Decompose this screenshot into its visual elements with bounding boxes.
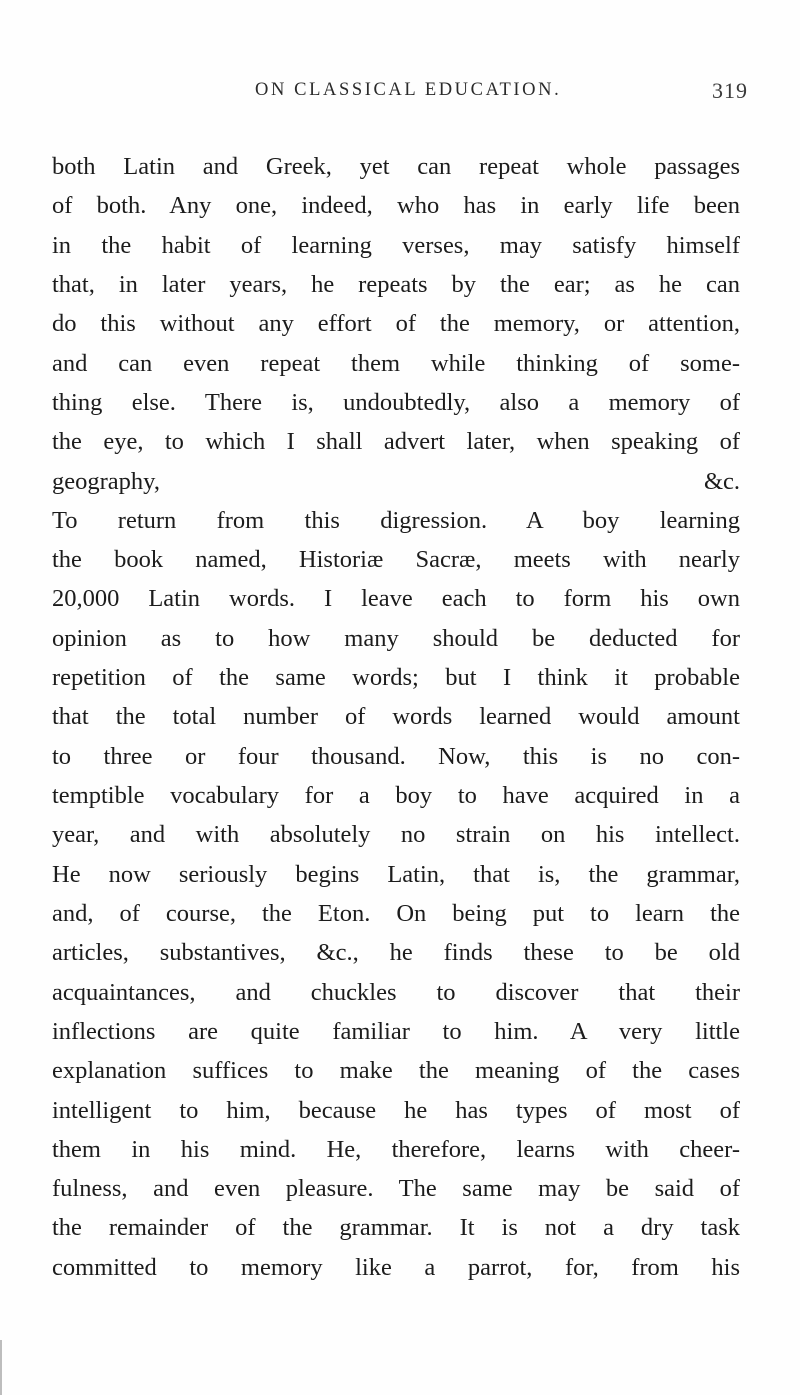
text-line: inflections are quite familiar to him. A very little — [52, 1017, 740, 1045]
text-line: To return from this digression. A boy learning — [52, 506, 740, 534]
page-number: 319 — [712, 78, 748, 103]
text-line: committed to memory like a parrot, for, from his — [52, 1253, 740, 1281]
text-line: year, and with absolutely no strain on his intellect. — [52, 821, 740, 849]
text-line: that the total number of words learned would amount — [52, 703, 740, 731]
page-edge-mark — [0, 1340, 2, 1395]
text-line: do this without any effort of the memory, or attention, — [52, 310, 740, 338]
text-line: that, in later years, he repeats by the ear; as he can — [52, 270, 740, 298]
running-title: ON CLASSICAL EDUCATION. — [255, 80, 562, 100]
text-line: of both. Any one, indeed, who has in early life been — [52, 192, 740, 220]
body-text — [52, 147, 740, 1287]
text-line: thing else. There is, undoubtedly, also a memory of — [52, 388, 740, 416]
text-line: opinion as to how many should be deducted for — [52, 624, 740, 652]
text-line: acquaintances, and chuckles to discover that their — [52, 978, 740, 1006]
text-line: the book named, Historiæ Sacræ, meets with nearly — [52, 546, 740, 574]
text-line: the eye, to which I shall advert later, when speaking of — [52, 428, 740, 456]
text-line: explanation suffices to make the meaning of the cases — [52, 1057, 740, 1085]
text-line: to three or four thousand. Now, this is no con- — [52, 742, 740, 770]
text-line: the remainder of the grammar. It is not a dry task — [52, 1214, 740, 1242]
text-line: and, of course, the Eton. On being put to learn the — [52, 899, 740, 927]
text-line: temptible vocabulary for a boy to have acquired in a — [52, 782, 740, 809]
text-line: and can even repeat them while thinking of some- — [52, 349, 740, 377]
text-line: 20,000 Latin words. I leave each to form his own — [52, 585, 740, 613]
running-head — [0, 80, 800, 114]
text-line: both Latin and Greek, yet can repeat whole passages — [52, 153, 740, 180]
text-line: intelligent to him, because he has types of most of — [52, 1096, 740, 1124]
text-line: them in his mind. He, therefore, learns with cheer- — [52, 1135, 740, 1163]
text-line: articles, substantives, &c., he finds these to be old — [52, 939, 740, 967]
text-line: repetition of the same words; but I think it probable — [52, 664, 740, 692]
text-line: geography, &c. — [52, 467, 740, 495]
text-line: in the habit of learning verses, may satisfy himself — [52, 231, 740, 259]
text-line: fulness, and even pleasure. The same may be said of — [52, 1175, 740, 1203]
text-line: He now seriously begins Latin, that is, the grammar, — [52, 860, 740, 888]
